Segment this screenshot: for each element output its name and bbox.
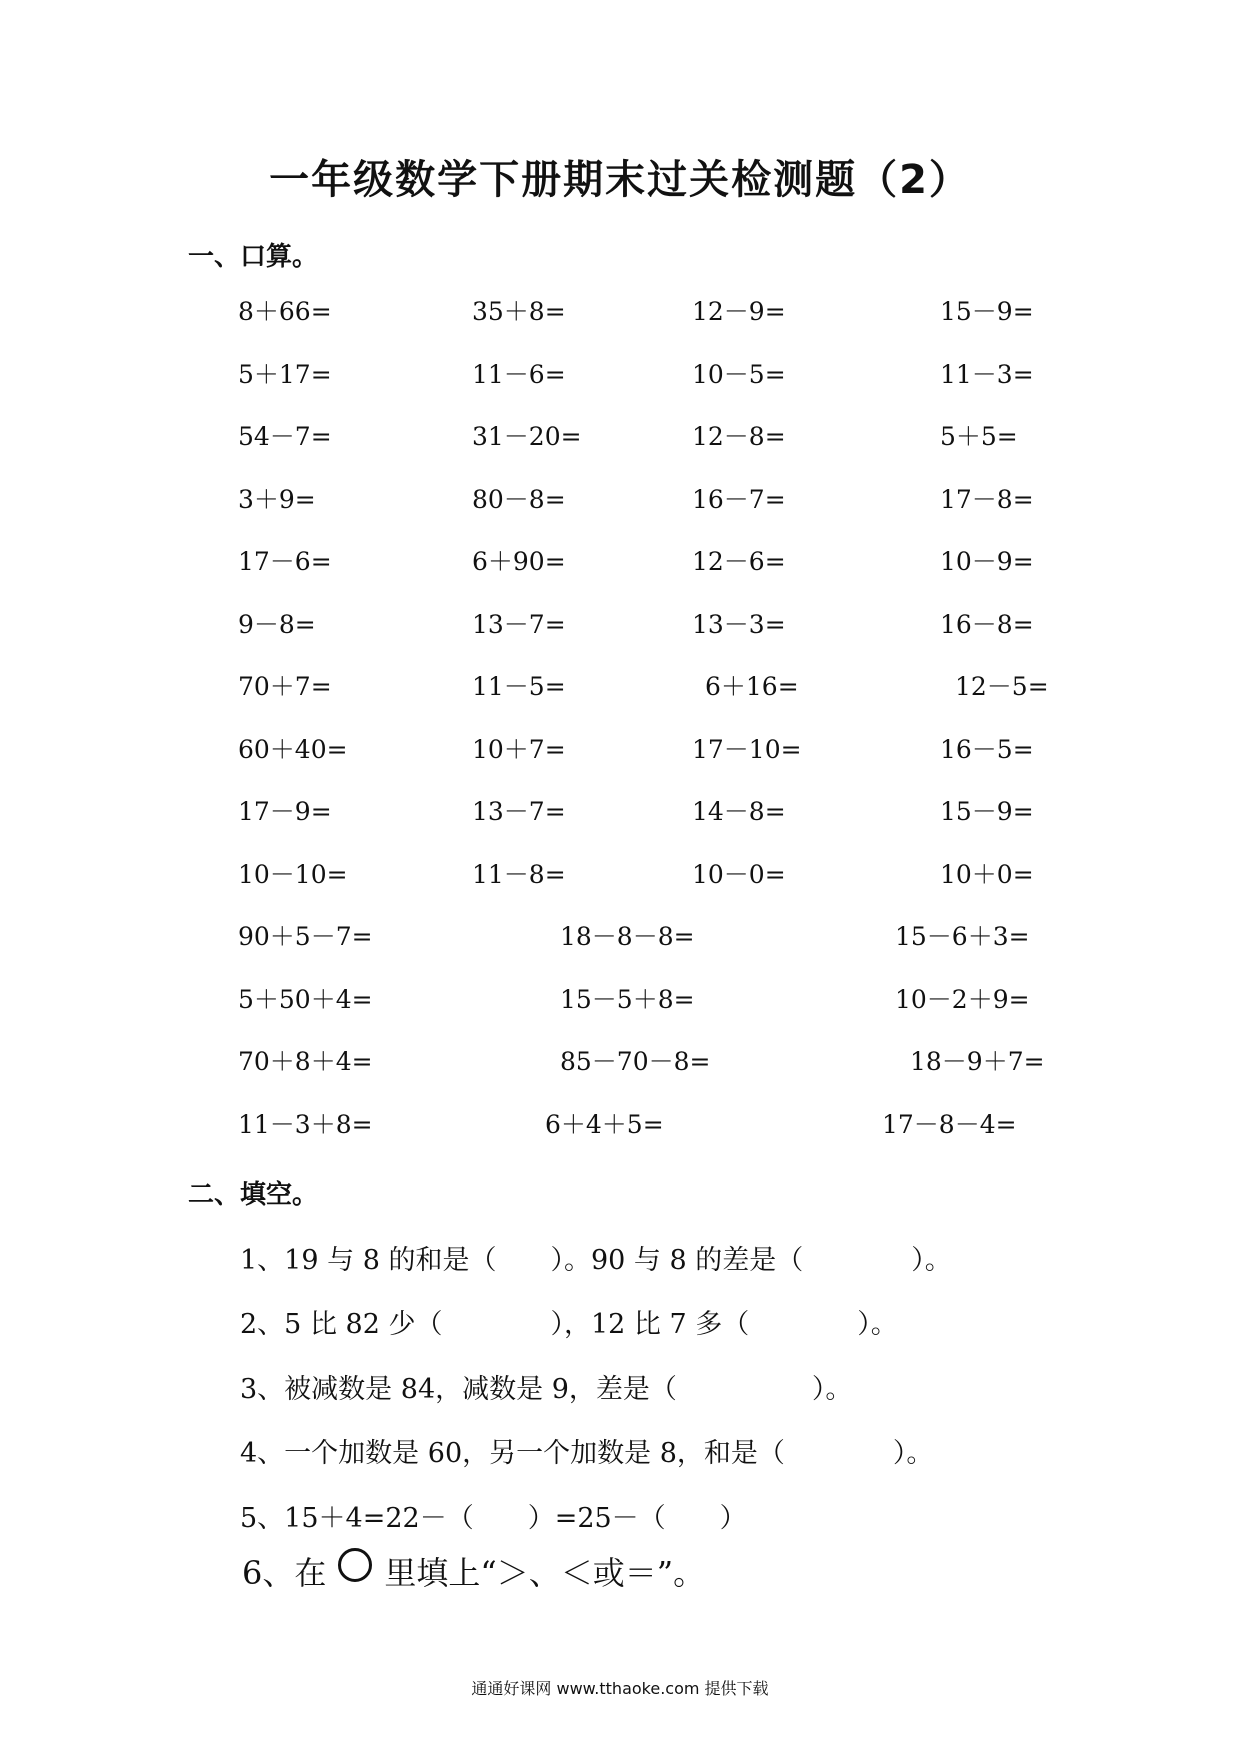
- calc-item: 17－8=: [940, 485, 1034, 514]
- calc-item: 5＋50＋4=: [238, 985, 373, 1014]
- calc-item: 10－0=: [692, 860, 786, 889]
- calc-item: 11－5=: [472, 672, 566, 701]
- calc-item: 12－6=: [692, 547, 786, 576]
- footer-source: 通通好课网 www.tthaoke.com 提供下载: [471, 1679, 769, 1698]
- calc-item: 6＋90=: [472, 547, 566, 576]
- calc-item: 15－9=: [940, 797, 1034, 826]
- calc-item: 11－3＋8=: [238, 1110, 373, 1139]
- calc-item: 10－2＋9=: [895, 985, 1030, 1014]
- calc-item: 10－10=: [238, 860, 348, 889]
- calc-item: 8＋66=: [238, 297, 332, 326]
- calc-item: 13－7=: [472, 610, 566, 639]
- calc-item: 17－10=: [692, 735, 802, 764]
- calc-item: 17－6=: [238, 547, 332, 576]
- calc-item: 16－5=: [940, 735, 1034, 764]
- calc-item: 11－8=: [472, 860, 566, 889]
- fill-question-3: 3、被减数是 84，减数是 9，差是（ ）。: [240, 1374, 853, 1405]
- calc-item: 10－5=: [692, 360, 786, 389]
- section-1-heading: 一、口算。: [188, 242, 319, 272]
- calc-item: 14－8=: [692, 797, 786, 826]
- calc-item: 90＋5－7=: [238, 922, 373, 951]
- calc-item: 15－9=: [940, 297, 1034, 326]
- fill-question-6-suffix: 里填上“＞、＜或＝”。: [384, 1554, 706, 1592]
- calc-item: 12－8=: [692, 422, 786, 451]
- calc-item: 85－70－8=: [560, 1047, 711, 1076]
- fill-question-2: 2、5 比 82 少（ ），12 比 7 多（ ）。: [240, 1309, 898, 1340]
- fill-question-4: 4、一个加数是 60，另一个加数是 8，和是（ ）。: [240, 1438, 934, 1469]
- section-2-heading: 二、填空。: [188, 1180, 319, 1210]
- calc-item: 10＋0=: [940, 860, 1034, 889]
- calc-item: 13－7=: [472, 797, 566, 826]
- fill-question-6-prefix: 6、在: [242, 1554, 327, 1592]
- calc-item: 18－8－8=: [560, 922, 695, 951]
- calc-item: 11－6=: [472, 360, 566, 389]
- calc-item: 3＋9=: [238, 485, 316, 514]
- calc-item: 15－5＋8=: [560, 985, 695, 1014]
- calc-item: 16－7=: [692, 485, 786, 514]
- calc-item: 17－9=: [238, 797, 332, 826]
- calc-item: 70＋7=: [238, 672, 332, 701]
- calc-item: 5＋17=: [238, 360, 332, 389]
- calc-item: 80－8=: [472, 485, 566, 514]
- calc-item: 17－8－4=: [882, 1110, 1017, 1139]
- calc-item: 12－9=: [692, 297, 786, 326]
- fill-question-6: [242, 1548, 705, 1594]
- calc-item: 31－20=: [472, 422, 582, 451]
- calc-item: 18－9＋7=: [910, 1047, 1045, 1076]
- calc-item: 5＋5=: [940, 422, 1018, 451]
- calc-item: 10＋7=: [472, 735, 566, 764]
- fill-question-5: 5、15＋4=22－（ ）=25－（ ）: [240, 1503, 747, 1534]
- calc-item: 13－3=: [692, 610, 786, 639]
- calc-item: 9－8=: [238, 610, 316, 639]
- calc-item: 10－9=: [940, 547, 1034, 576]
- calc-item: 6＋16=: [705, 672, 799, 701]
- calc-item: 15－6＋3=: [895, 922, 1030, 951]
- fill-question-1: 1、19 与 8 的和是（ ）。90 与 8 的差是（ ）。: [240, 1245, 952, 1276]
- calc-item: 16－8=: [940, 610, 1034, 639]
- page-title: 一年级数学下册期末过关检测题（2）: [269, 157, 971, 203]
- calc-item: 54－7=: [238, 422, 332, 451]
- calc-item: 35＋8=: [472, 297, 566, 326]
- calc-item: 11－3=: [940, 360, 1034, 389]
- calc-item: 12－5=: [955, 672, 1049, 701]
- calc-item: 70＋8＋4=: [238, 1047, 373, 1076]
- calc-item: 6＋4＋5=: [545, 1110, 664, 1139]
- circle-icon: [338, 1548, 372, 1582]
- calc-item: 60＋40=: [238, 735, 348, 764]
